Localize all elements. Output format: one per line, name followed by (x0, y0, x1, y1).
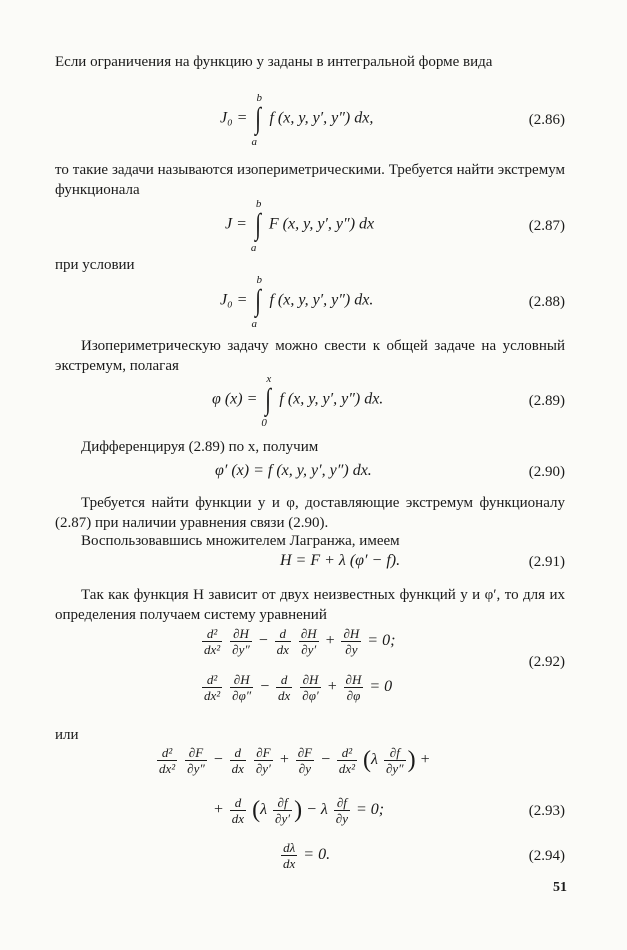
equation-2-90: φ′ (x) = f (x, y, y′, y″) dx. (2.90) (215, 462, 565, 480)
paragraph-4: Изопериметрическую задачу можно свести к общей задаче на условный экстремум, полагая (55, 338, 565, 374)
paragraph-3: при условии (55, 257, 135, 273)
paragraph-8: Так как функция H зависит от двух неизвестных функций y и φ′, то для их определения получаем систему уравнений (55, 587, 565, 623)
equation-2-91: H = F + λ (φ′ − f). (2.91) (280, 552, 565, 570)
equation-2-92-line-2: $\frac{\text{d²}}{\text{dx²}}$ $\frac{\partial H}{\partial\varphi''}$ − $\frac{d}{dx}$ $\frac{\partial H}{\partial\varphi'}$ + $\frac{\partial H}{\partial\varphi}$ = 0 (204, 672, 393, 703)
paragraph-2: то такие задачи называются изопериметрическими. Требуется найти экстремум функционала (55, 162, 565, 198)
equation-2-93-line-2: + $\frac{d}{dx}$ (λ $\frac{\partial f}{\partial y'}$ ) − λ $\frac{\partial f}{\partial y}$ = 0; (213, 795, 385, 826)
page-number: 51 (553, 880, 567, 895)
paragraph-6: Требуется найти функции y и φ, доставляющие экстремум функционалу (2.87) при наличии уравнения связи (2.90). (55, 495, 565, 531)
equation-2-88: J₀ = b ∫ a f (x, y, y′, y″) dx. (2.88) (220, 274, 565, 330)
equation-2-93-line-1: $\frac{\text{d²}}{\text{dx²}}$ $\frac{\partial F}{\partial y''}$ − $\frac{d}{dx}$ $\frac{\partial F}{\partial y'}$ + $\frac{\partial F}{\partial y}$ − $\frac{\text{d²}}{\text{dx²}}$ (λ $\frac{\partial f}{\partial y''}$ ) + (159, 745, 431, 776)
equation-2-87: J = b ∫ a F (x, y, y′, y″) dx (2.87) (225, 198, 565, 254)
equation-2-89: φ (x) = x ∫ 0 f (x, y, y′, y″) dx. (2.89) (212, 373, 565, 429)
paragraph-5: Дифференцируя (2.89) по x, получим (81, 439, 319, 455)
paragraph-7: Воспользовавшись множителем Лагранжа, имеем (81, 533, 400, 549)
equation-2-94: $\frac{d\lambda}{dx}$ = 0. (2.94) (283, 840, 565, 871)
equation-2-92-line-1: $\frac{\text{d²}}{\text{dx²}}$ $\frac{\partial H}{\partial y''}$ − $\frac{d}{dx}$ $\frac{\partial H}{\partial y'}$ + $\frac{\partial H}{\partial y}$ = 0; (204, 626, 396, 657)
equation-2-92: $\frac{\text{d²}}{\text{dx²}}$ $\frac{\partial H}{\partial y''}$ − $\frac{d}{dx}$ $\frac{\partial H}{\partial y'}$ + $\frac{\partial H}{\partial y}$ = 0; $\frac{\text{d²}}{\text{dx²}}$ $\frac{\partial H}{\partial\varphi''}$ − $\frac{d}{dx}$ $\frac{\partial H}{\partial\varphi'}$ + $\frac{\partial H}{\partial\varphi}$ = 0 (2.92) (55, 626, 565, 716)
equation-2-93: $\frac{\text{d²}}{\text{dx²}}$ $\frac{\partial F}{\partial y''}$ − $\frac{d}{dx}$ $\frac{\partial F}{\partial y'}$ + $\frac{\partial F}{\partial y}$ − $\frac{\text{d²}}{\text{dx²}}$ (λ $\frac{\partial f}{\partial y''}$ ) + + $\frac{d}{dx}$ (λ $\frac{\partial f}{\partial y'}$ ) − λ $\frac{\partial f}{\partial y}$ = 0; (2.93) (55, 745, 565, 845)
paragraph-1: Если ограничения на функцию y заданы в интегральной форме вида (55, 54, 493, 70)
equation-2-86: J₀ = b ∫ a f (x, y, y′, y″) dx, (2.86) (220, 92, 565, 148)
paragraph-9: или (55, 727, 79, 743)
